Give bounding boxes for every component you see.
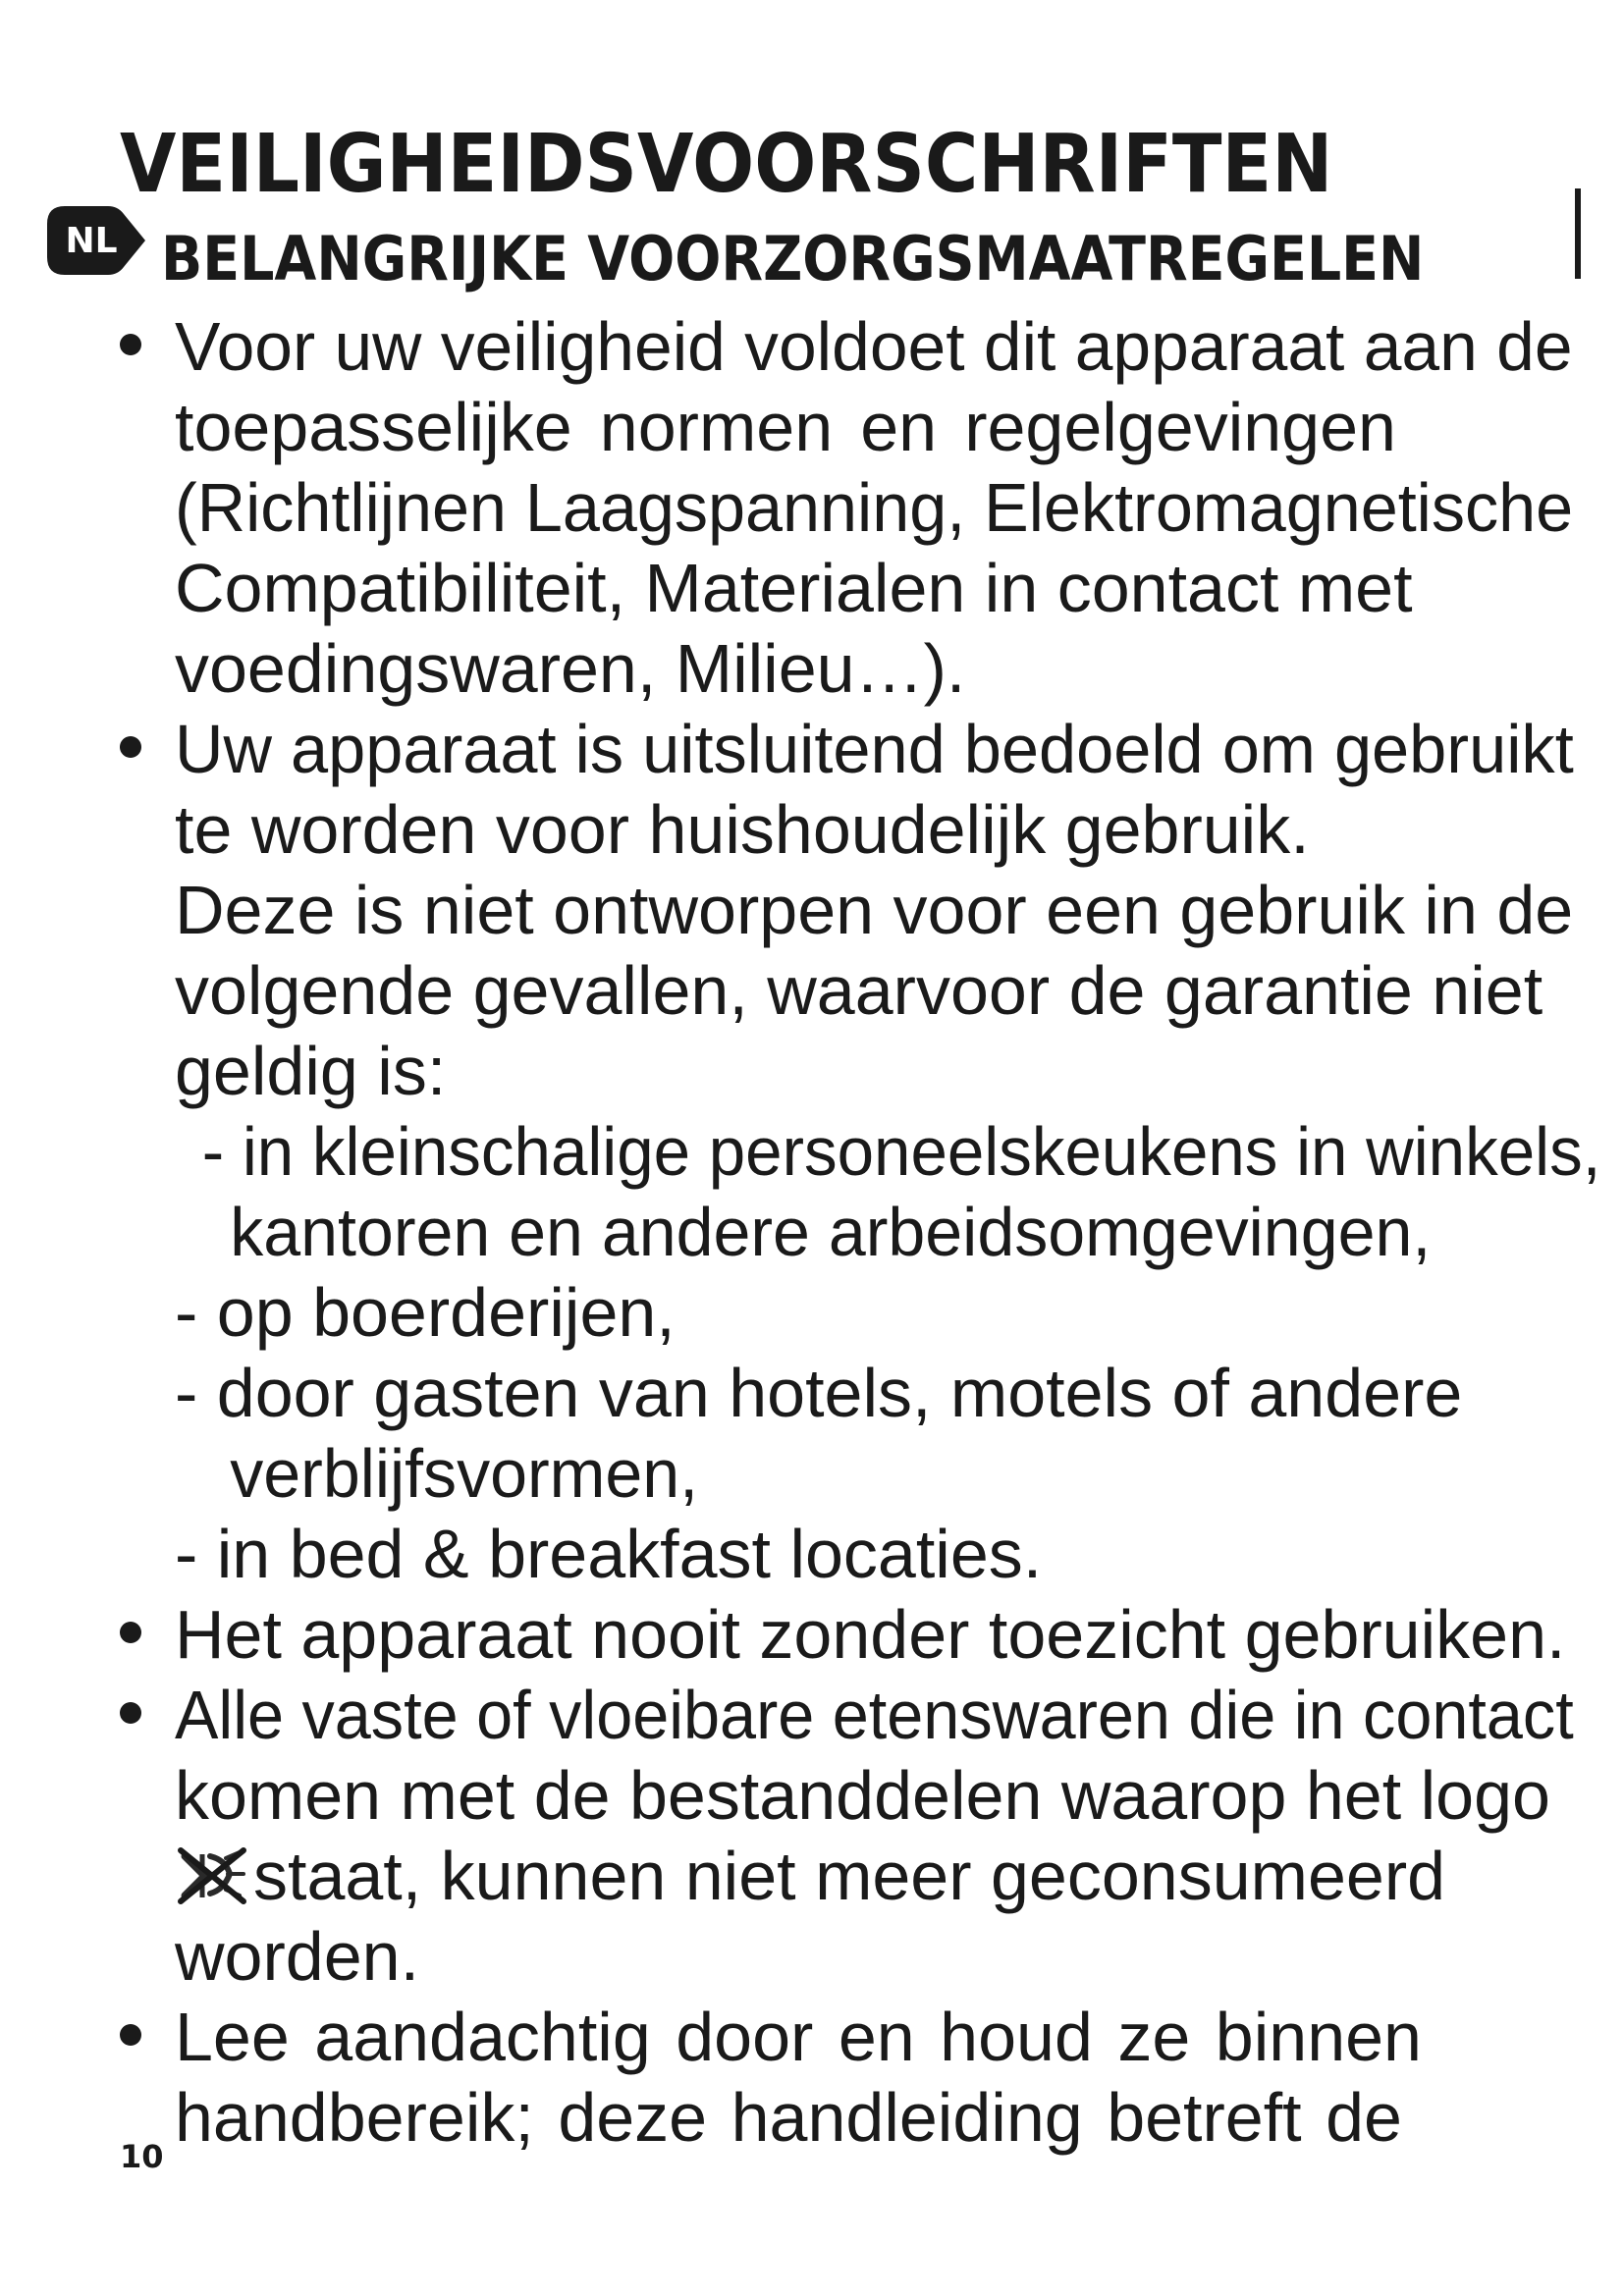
language-code: NL [65,220,118,261]
text-line: worden. [175,1918,420,1995]
word: betreft [1107,2079,1302,2156]
text-line: voedingswaren, Milieu…). [175,630,966,707]
list-item [120,1675,1573,1997]
word: handbereik; [175,2079,534,2156]
word: toepasselijke [175,389,572,465]
sub-item-line: kantoren en andere arbeidsomgevingen, [230,1194,1432,1270]
page-title: VEILIGHEIDSVOORSCHRIFTEN [120,118,1333,211]
word: houd [940,1999,1093,2075]
text-line: geldig is: [175,1033,447,1109]
list-item [120,709,1601,1594]
text-line: volgende gevallen, waarvoor de garantie niet [175,952,1543,1029]
bullet-icon [120,1622,141,1643]
text-line [175,387,1396,467]
bullet-icon [120,2024,141,2046]
word: handleiding [731,2079,1083,2156]
no-food-contact-icon [175,1844,249,1905]
text-line [175,2077,1402,2158]
text-line: Het apparaat nooit zonder toezicht gebruiken. [175,1596,1566,1673]
word: door [676,1999,814,2075]
word: de [1326,2079,1402,2156]
list-item [120,306,1573,709]
bullet-icon [120,736,141,758]
word: regelgevingen [964,389,1396,465]
list-item [120,1997,1573,2158]
word: Lee [175,1999,290,2075]
sub-item-line: - in kleinschalige personeelskeukens in winkels, [201,1113,1601,1190]
sub-item-line: - door gasten van hotels, motels of andere [175,1355,1463,1431]
word: en [838,1999,915,2075]
word: en [860,389,938,465]
text-line: Uw apparaat is uitsluitend bedoeld om gebruikt [175,711,1574,787]
section-subtitle: BELANGRIJKE VOORZORGSMAATREGELEN [161,223,1425,294]
safety-instructions [120,306,1601,2158]
sub-item-line: - op boerderijen, [175,1274,676,1351]
text-line: te worden voor huishoudelijk gebruik. [175,791,1310,868]
text-line: (Richtlijnen Laagspanning, Elektromagnetische [175,469,1574,546]
text-line: Voor uw veiligheid voldoet dit apparaat aan de [175,308,1573,385]
bullet-icon [120,1702,141,1724]
text-line: komen met de bestanddelen waarop het logo [175,1757,1550,1834]
word: binnen [1215,1999,1422,2075]
text-line: Compatibiliteit, Materialen in contact met [175,550,1413,626]
page-number: 10 [120,2138,164,2175]
text-line: Alle vaste of vloeibare etenswaren die in contact [175,1677,1574,1753]
word: normen [599,389,834,465]
sub-item-line: verblijfsvormen, [230,1435,699,1512]
sub-item-line: - in bed & breakfast locaties. [175,1516,1043,1592]
text-line [175,1836,1573,1916]
text-fragment: staat, kunnen niet meer geconsumeerd [253,1838,1446,1914]
language-badge [47,206,145,275]
word: deze [558,2079,708,2156]
list-item [120,1594,1573,1675]
word: ze [1117,1999,1191,2075]
text-line [175,1997,1422,2077]
text-line: Deze is niet ontworpen voor een gebruik in de [175,872,1574,948]
page-edge-marker [1575,188,1581,279]
word: aandachtig [314,1999,651,2075]
bullet-icon [120,334,141,355]
